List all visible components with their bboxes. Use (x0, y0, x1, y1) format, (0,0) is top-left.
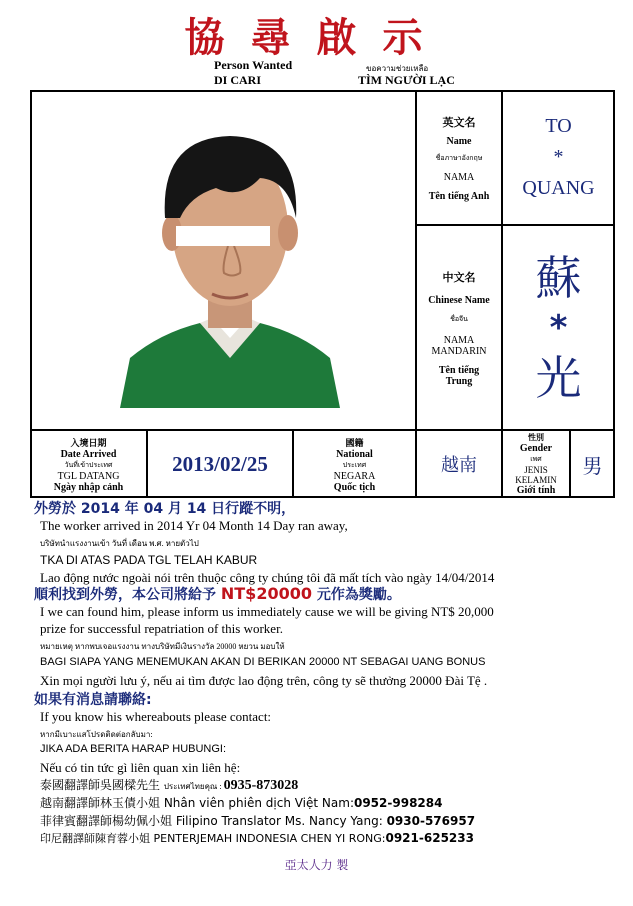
national-label-vi: Quốc tịch (333, 481, 376, 493)
arrival-date: 2013/02/25 (172, 451, 268, 476)
contact-ph-translator (40, 812, 475, 829)
contact-id-phone: 0921-625233 (385, 831, 474, 845)
cname-value-char1: 蘇 (535, 250, 582, 305)
contact-ph-name: 菲律賓翻譯師楊幼佩小姐 Filipino Translator Ms. Nancy Yang: (40, 814, 387, 828)
reward-id: BAGI SIAPA YANG MENEMUKAN AKAN DI BERIKAN 20000 NT SEBAGAI UANG BONUS (40, 656, 486, 668)
cname-label-en: Chinese Name (428, 294, 490, 306)
person-wanted-label: Person Wanted (214, 58, 293, 72)
contact-id-name: 印尼翻譯師陳育蓉小姐 PENTERJEMAH INDONESIA CHEN YI RONG: (40, 832, 386, 845)
contact-vn-phone: 0952-998284 (353, 796, 443, 810)
arrival-label-th: วันที่เข้าประเทศ (64, 460, 113, 469)
reward-amount: NT$20000 (220, 584, 312, 603)
name-label-en: Name (446, 135, 472, 147)
arrival-label-vi: Ngày nhập cảnh (53, 481, 124, 493)
contact-heading-vi: Nếu có tin tức gì liên quan xin liên hệ: (40, 760, 241, 775)
poster-title: 協尋啟示 (184, 14, 449, 61)
name-value-line2: * (553, 146, 564, 168)
national-value-cell (416, 430, 502, 498)
reward-zh-part2: 元作為獎勵。 (311, 587, 401, 603)
reward-zh-part1: 順利找到外勞，本公司將給予 (34, 587, 221, 603)
gender-label-en: Gender (519, 443, 553, 454)
eye-privacy-bar (176, 226, 270, 246)
gender-value: 男 (582, 453, 603, 478)
contact-heading-zh: 如果有消息請聯絡: (34, 692, 152, 708)
gender-label-id1: JENIS (524, 465, 548, 475)
reward-en-2: prize for successful repatriation of this worker. (40, 621, 283, 636)
publisher-footer: 亞太人力 製 (284, 858, 349, 872)
contact-thai-name: 泰國翻譯師吳國樑先生 (40, 778, 164, 792)
cname-value-char3: 光 (535, 350, 582, 405)
contact-vn-translator (40, 794, 442, 811)
cname-label-vi1: Tên tiếng (438, 364, 480, 376)
reward-th: หมายเหตุ หากพบเจอแรงงาน ทางบริษัทมีเงินรางวัล 20000 หยวน มอบให้ (40, 642, 285, 651)
cname-value-char2: * (549, 307, 568, 348)
contact-thai-phone: 0935-873028 (223, 778, 299, 793)
name-value-line3: QUANG (522, 177, 595, 199)
missing-date-zh: 外勞於 2014 年 04 月 14 日行蹤不明， (34, 501, 296, 517)
cname-value-cell (502, 225, 615, 430)
arrival-label-zh: 入境日期 (70, 438, 107, 449)
contact-ph-phone: 0930-576957 (386, 814, 476, 828)
missing-date-id: TKA DI ATAS PADA TGL TELAH KABUR (40, 553, 258, 567)
name-label-zh: 英文名 (442, 115, 476, 129)
gender-label-vi: Giới tính (516, 485, 556, 496)
cname-label-zh: 中文名 (442, 270, 476, 284)
national-label-th: ประเทศ (342, 460, 367, 469)
contact-heading-id: JIKA ADA BERITA HARAP HUBUNGI: (40, 743, 227, 755)
cname-label-cell (416, 225, 502, 430)
name-value-line1: TO (545, 115, 572, 137)
gender-value-cell (570, 430, 615, 498)
missing-date-en: The worker arrived in 2014 Yr 04 Month 14 Day ran away, (40, 518, 348, 533)
name-value-cell (502, 90, 615, 225)
name-label-cell (416, 90, 502, 225)
cname-label-th: ชื่อจีน (450, 314, 468, 323)
portrait-photo (120, 118, 340, 408)
cname-label-id1: NAMA (443, 334, 475, 346)
contact-thai-label: ประเทศไทยคุณ : (163, 782, 224, 791)
arrival-value-cell (147, 430, 293, 498)
arrival-label-cell (30, 430, 147, 498)
nationality-value: 越南 (441, 455, 477, 476)
reward-en-1: I we can found him, please inform us immediately cause we will be giving NT$ 20,000 (40, 604, 494, 619)
national-label-cell (293, 430, 416, 498)
gender-label-zh: 性別 (528, 433, 544, 442)
contact-vn-name: 越南翻譯師林玉債小姐 Nhân viên phiên dịch Việt Nam: (40, 796, 354, 810)
reward-vi: Xin mọi người lưu ý, nếu ai tìm được lao động trên, công ty sẽ thưởng 20000 Đài Tệ . (40, 673, 488, 688)
cname-label-id2: MANDARIN (431, 345, 487, 357)
arrival-label-en: Date Arrived (60, 448, 117, 460)
national-label-en: National (336, 448, 373, 460)
tim-nguoi-label: TÌM NGƯỜI LẠC (358, 73, 455, 87)
name-label-vi: Tên tiếng Anh (428, 190, 490, 202)
national-label-zh: 國籍 (345, 438, 364, 449)
arrival-label-id: TGL DATANG (57, 470, 120, 482)
contact-thai-translator (40, 776, 298, 794)
contact-id-translator (40, 830, 474, 846)
reward-zh (34, 584, 401, 604)
di-cari-label: DI CARI (214, 73, 262, 87)
contact-heading-th: หากมีเบาะแสโปรดติดต่อกลับมา: (40, 730, 153, 739)
cname-label-vi2: Trung (445, 375, 473, 387)
thai-help-label: ขอความช่วยเหลือ (366, 64, 429, 73)
gender-label-cell (502, 430, 570, 498)
name-label-th: ชื่อภาษาอังกฤษ (435, 153, 483, 162)
gender-label-th: เพศ (530, 455, 542, 463)
missing-date-th: บริษัทนำแรงงานเข้า วันที่ เดือน พ.ศ. หายตัวไป (40, 539, 199, 548)
missing-date-vi: Lao động nước ngoài nói trên thuộc công ty chúng tôi đã mất tích vào ngày 14/04/2014 (40, 570, 495, 585)
national-label-id: NEGARA (333, 470, 376, 482)
name-label-id: NAMA (443, 171, 475, 183)
gender-label-id2: KELAMIN (515, 475, 557, 485)
contact-heading-en: If you know his whereabouts please contact: (40, 709, 272, 724)
